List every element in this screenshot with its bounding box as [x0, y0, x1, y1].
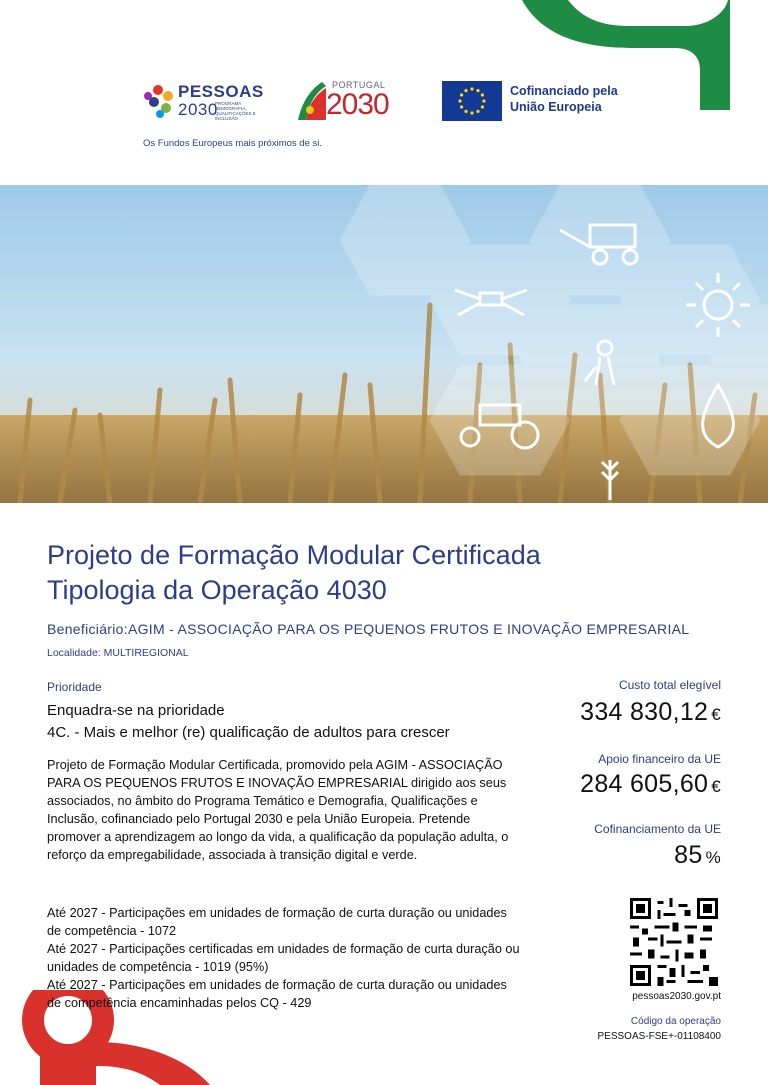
beneficiary: Beneficiário:AGIM - ASSOCIAÇÃO PARA OS PEQUENOS FRUTOS E INOVAÇÃO EMPRESARIAL: [47, 621, 690, 637]
eu-line-2: União Europeia: [510, 100, 602, 114]
indicator-item: Até 2027 - Participações certificadas em unidades de formação de curta duração ou unidades de competência - 1019 (95%): [47, 942, 520, 974]
total-cost-label: Custo total elegível: [618, 678, 721, 692]
pessoas-year: 2030: [178, 100, 218, 119]
page-title: [47, 538, 747, 608]
total-cost-value: [580, 698, 721, 727]
indicator-item: Até 2027 - Participações em unidades de formação de curta duração ou unidades de competência - 1072: [47, 906, 507, 938]
percent-symbol: %: [705, 848, 721, 867]
pessoas-title: PESSOAS: [178, 82, 264, 101]
website-link[interactable]: pessoas2030.gov.pt: [632, 991, 721, 1002]
portugal-flag-icon: [296, 80, 328, 122]
location: Localidade: MULTIREGIONAL: [47, 647, 189, 659]
tagline: Os Fundos Europeus mais próximos de si.: [143, 138, 322, 149]
priority-label: Prioridade: [47, 680, 102, 694]
portugal-year: 2030: [326, 88, 389, 121]
qr-code-icon: [630, 898, 718, 986]
eu-line-1: Cofinanciado pela: [510, 84, 618, 98]
pessoas-subtitle: PROGRAMA DEMOGRAFIA, QUALIFICAÇÕES E INCLUSÃO: [215, 101, 256, 121]
indicator-item: Até 2027 - Participações em unidades de formação de curta duração ou unidades de competência encaminhadas pelos CQ - 429: [47, 978, 507, 1010]
eu-flag-icon: [442, 81, 502, 121]
hero-wheat-field-image: [0, 185, 768, 503]
title-line-1: Projeto de Formação Modular Certificada: [47, 540, 541, 570]
priority-line-2: 4C. - Mais e melhor (re) qualificação de adultos para crescer: [47, 724, 450, 741]
currency-symbol: €: [711, 777, 721, 796]
indicators-list: [47, 904, 522, 1012]
eu-cofinanced-label: [510, 83, 618, 115]
title-line-2: Tipologia da Operação 4030: [47, 575, 387, 605]
operation-code-label: Código da operação: [630, 1016, 721, 1027]
priority-line-1: Enquadra-se na prioridade: [47, 702, 225, 719]
eu-support-label: Apoio financeiro da UE: [598, 752, 721, 766]
project-description: Projeto de Formação Modular Certificada, promovido pela AGIM - ASSOCIAÇÃO PARA OS PEQUENOS FRUTOS E INOVAÇÃO EMPRESARIAL dirigido aos seus associados, no âmbito do Programa Temático e Demografia, Qualificações e Inclusão, cofinanciado pelo Portugal 2030 e pela União Europeia. Pretende promover a aprendizagem ao longo da vida, a qualificação da população adulta, o reforço da empregabilidade, associada à transição digital e verde.: [47, 758, 509, 862]
currency-symbol: €: [711, 705, 721, 724]
eu-cofinancing-label: Cofinanciamento da UE: [594, 822, 721, 836]
portugal-label: PORTUGAL: [332, 80, 386, 90]
priority-text: [47, 700, 450, 744]
eu-support-value: [580, 770, 721, 799]
eu-support-amount: 284 605,60: [580, 770, 709, 798]
total-cost-amount: 334 830,12: [580, 698, 709, 726]
eu-cofinancing-rate: 85: [674, 841, 703, 869]
eu-cofinancing-value: [674, 841, 721, 870]
operation-code: PESSOAS-FSE+-01108400: [597, 1031, 721, 1042]
